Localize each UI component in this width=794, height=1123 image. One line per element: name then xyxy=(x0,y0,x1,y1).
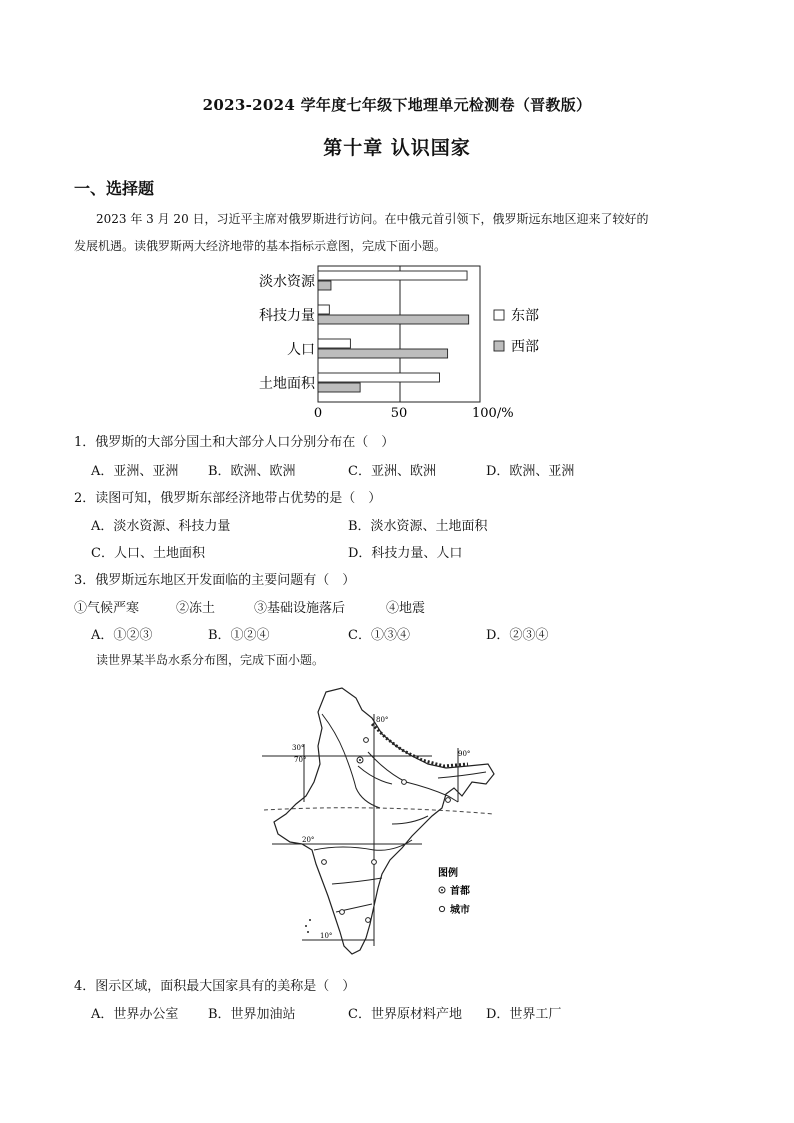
narmada-river xyxy=(314,840,412,850)
category-label: 淡水资源 xyxy=(259,274,315,290)
legend-swatch-west xyxy=(494,341,504,351)
category-label: 人口 xyxy=(287,342,315,358)
capital-marker-dot xyxy=(359,759,361,761)
legend-swatch-east xyxy=(494,310,504,320)
q1-option-a: A．亚洲、亚洲 xyxy=(91,464,179,479)
q2-option-b: B．淡水资源、土地面积 xyxy=(348,519,488,534)
q2-option-a: A．淡水资源、科技力量 xyxy=(91,519,231,534)
lon-70-label: 70° xyxy=(294,756,307,764)
q2-option-c: C．人口、土地面积 xyxy=(91,546,205,561)
island xyxy=(309,919,311,921)
bar-west-1 xyxy=(318,315,469,324)
lat-30-label: 30° xyxy=(292,744,305,752)
legend-city-label: 城市 xyxy=(450,905,470,916)
q1-option-d: D．欧洲、亚洲 xyxy=(486,464,575,479)
question-4-stem: 4．图示区域，面积最大国家具有的美称是（ ） xyxy=(74,979,356,994)
bar-east-1 xyxy=(318,305,329,314)
tropic-of-cancer xyxy=(264,808,494,814)
lat-20-label: 20° xyxy=(302,836,315,844)
q1-option-c: C．亚洲、欧洲 xyxy=(348,464,436,479)
indus-river xyxy=(322,714,380,808)
yamuna-river xyxy=(358,766,392,784)
brahmaputra-river xyxy=(438,772,486,778)
city-marker xyxy=(372,860,377,865)
q3-item-2: ②冻土 xyxy=(176,601,216,616)
q2-option-d: D．科技力量、人口 xyxy=(348,546,463,561)
legend-capital-label: 首都 xyxy=(450,886,470,897)
mahanadi-river xyxy=(392,816,428,824)
intro-2: 读世界某半岛水系分布图，完成下面小题。 xyxy=(96,653,325,667)
section-heading: 一、选择题 xyxy=(74,179,155,198)
city-marker xyxy=(364,738,369,743)
q3-item-4: ④地震 xyxy=(386,601,426,616)
intro-line-2: 发展机遇。读俄罗斯两大经济地带的基本指标示意图，完成下面小题。 xyxy=(74,239,447,253)
legend-city-symbol xyxy=(439,906,444,911)
chapter-title: 第十章 认识国家 xyxy=(323,137,471,159)
q3-option-b: B．①②④ xyxy=(208,628,270,643)
q3-item-1: ①气候严寒 xyxy=(74,601,140,616)
intro-line-1: 2023 年 3 月 20 日，习近平主席对俄罗斯进行访问。在中俄元首引领下，俄罗斯远东地区迎来了较好的 xyxy=(96,212,649,226)
lon-90-label: 90° xyxy=(458,750,471,758)
bar-east-3 xyxy=(318,373,440,382)
bar-west-3 xyxy=(318,383,360,392)
legend-label-west: 西部 xyxy=(511,339,539,355)
city-marker xyxy=(322,860,327,865)
legend-label-east: 东部 xyxy=(511,308,539,324)
island xyxy=(305,925,307,927)
q1-option-b: B．欧洲、欧洲 xyxy=(208,464,296,479)
question-3-stem: 3．俄罗斯远东地区开发面临的主要问题有（ ） xyxy=(74,573,356,588)
document-title: 2023-2024 学年度七年级下地理单元检测卷（晋教版） xyxy=(202,96,592,114)
city-marker xyxy=(402,780,407,785)
q3-option-c: C．①③④ xyxy=(348,628,410,643)
q4-option-c: C．世界原材料产地 xyxy=(348,1007,462,1022)
bar-west-0 xyxy=(318,281,331,290)
bar-west-2 xyxy=(318,349,448,358)
northern-border xyxy=(372,724,471,766)
city-marker xyxy=(366,918,371,923)
question-2-stem: 2．读图可知，俄罗斯东部经济地带占优势的是（ ） xyxy=(74,491,382,506)
category-label: 土地面积 xyxy=(259,376,315,392)
question-1-stem: 1．俄罗斯的大部分国土和大部分人口分别分布在（ ） xyxy=(74,435,395,450)
city-marker xyxy=(446,798,451,803)
economic-indicator-chart xyxy=(240,258,560,423)
peninsula-river-map xyxy=(262,684,502,966)
lon-80-label: 80° xyxy=(376,716,389,724)
island xyxy=(307,931,309,933)
q4-option-a: A．世界办公室 xyxy=(91,1007,179,1022)
x-tick-label: 0 xyxy=(313,406,323,421)
q4-option-d: D．世界工厂 xyxy=(486,1007,562,1022)
x-tick-label: 50 xyxy=(390,406,408,421)
lat-10-label: 10° xyxy=(320,932,333,940)
x-tick-label: 100/% xyxy=(472,406,514,421)
bar-east-2 xyxy=(318,339,350,348)
q3-option-d: D．②③④ xyxy=(486,628,549,643)
category-label: 科技力量 xyxy=(259,308,315,324)
q3-item-3: ③基础设施落后 xyxy=(254,601,346,616)
bar-east-0 xyxy=(318,271,467,280)
q4-option-b: B．世界加油站 xyxy=(208,1007,296,1022)
map-legend-title: 图例 xyxy=(438,868,458,879)
city-marker xyxy=(340,910,345,915)
q3-option-a: A．①②③ xyxy=(91,628,153,643)
